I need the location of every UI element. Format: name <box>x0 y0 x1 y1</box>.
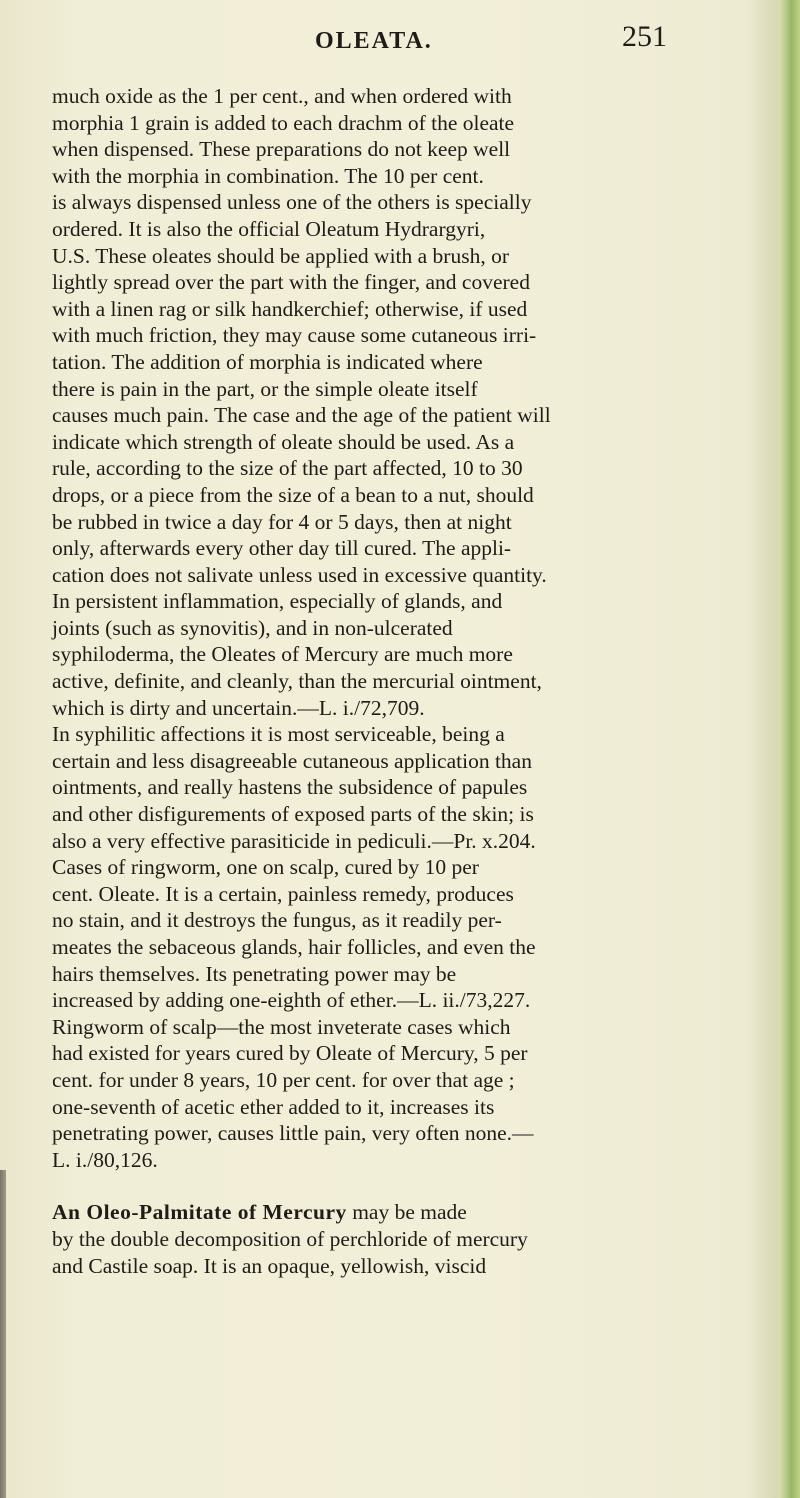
text-line: indicate which strength of oleate should be used. As a <box>52 429 515 454</box>
text-line: hairs themselves. Its penetrating power may be <box>52 961 457 986</box>
text-line: penetrating power, causes little pain, very often none.— <box>52 1121 534 1146</box>
text-line: lightly spread over the part with the finger, and covered <box>52 270 530 295</box>
paragraph-gap <box>52 1173 764 1199</box>
text-line: Cases of ringworm, one on scalp, cured by 10 per <box>52 855 479 880</box>
text-line: In persistent inflammation, especially of glands, and <box>52 589 503 614</box>
text-line: cent. Oleate. It is a certain, painless remedy, produces <box>52 881 514 906</box>
text-line: with the morphia in combination. The 10 per cent. <box>52 163 484 188</box>
text-line: U.S. These oleates should be applied with a brush, or <box>52 243 509 268</box>
final-paragraph-line-3: and Castile soap. It is an opaque, yellowish, viscid <box>52 1253 487 1278</box>
page-edge-right <box>778 0 800 1498</box>
text-line: when dispensed. These preparations do not keep well <box>52 137 511 162</box>
text-line: L. i./80,126. <box>52 1147 158 1172</box>
text-line: certain and less disagreeable cutaneous application than <box>52 748 532 773</box>
text-line: active, definite, and cleanly, than the mercurial ointment, <box>52 669 542 694</box>
text-line: also a very effective parasiticide in pediculi.—Pr. x.204. <box>52 828 536 853</box>
final-paragraph-line-2: by the double decomposition of perchloride of mercury <box>52 1226 528 1251</box>
running-head: OLEATA. <box>315 28 433 54</box>
text-run: may be made <box>346 1200 467 1225</box>
text-line: is always dispensed unless one of the others is specially <box>52 190 532 215</box>
text-line: be rubbed in twice a day for 4 or 5 days, then at night <box>52 509 512 534</box>
text-line: much oxide as the 1 per cent., and when ordered with <box>52 84 512 108</box>
text-line: tation. The addition of morphia is indicated where <box>52 349 483 374</box>
text-line: which is dirty and uncertain.—L. i./72,709. <box>52 695 425 720</box>
text-line: ointments, and really hastens the subsidence of papules <box>52 775 528 800</box>
text-line: meates the sebaceous glands, hair follicles, and even the <box>52 935 536 959</box>
text-line: ordered. It is also the official Oleatum Hydrargyri, <box>52 216 486 241</box>
text-line: cent. for under 8 years, 10 per cent. for over that age ; <box>52 1067 515 1092</box>
text-line: morphia 1 grain is added to each drachm of the oleate <box>52 110 515 135</box>
page-edge-left-shadow <box>0 1170 6 1498</box>
body-text <box>52 83 764 1279</box>
text-line: In syphilitic affections it is most serviceable, being a <box>52 722 505 747</box>
text-line: and other disfigurements of exposed parts of the skin; is <box>52 802 534 827</box>
text-line: syphiloderma, the Oleates of Mercury are much more <box>52 642 513 667</box>
page-number: 251 <box>622 20 667 53</box>
text-line: increased by adding one-eighth of ether.—L. ii./73,227. <box>52 988 531 1013</box>
text-line: causes much pain. The case and the age of the patient will <box>52 403 551 428</box>
final-paragraph-line-1 <box>52 1199 764 1226</box>
text-line: joints (such as synovitis), and in non-ulcerated <box>52 615 453 640</box>
text-line: drops, or a piece from the size of a bean to a nut, should <box>52 482 534 507</box>
text-line: rule, according to the size of the part affected, 10 to 30 <box>52 456 523 481</box>
text-line: only, afterwards every other day till cured. The appli- <box>52 536 512 561</box>
text-line: Ringworm of scalp—the most inveterate cases which <box>52 1014 511 1039</box>
text-line: no stain, and it destroys the fungus, as it readily per- <box>52 908 502 933</box>
text-line: with much friction, they may cause some cutaneous irri- <box>52 323 537 348</box>
text-line: with a linen rag or silk handkerchief; otherwise, if used <box>52 296 528 321</box>
oleo-palmitate-heading: An Oleo-Palmitate of Mercury <box>52 1200 347 1225</box>
text-line: cation does not salivate unless used in excessive quantity. <box>52 562 547 587</box>
text-line: had existed for years cured by Oleate of Mercury, 5 per <box>52 1041 528 1066</box>
text-line: one-seventh of acetic ether added to it, increases its <box>52 1094 495 1119</box>
text-line: there is pain in the part, or the simple oleate itself <box>52 376 478 401</box>
